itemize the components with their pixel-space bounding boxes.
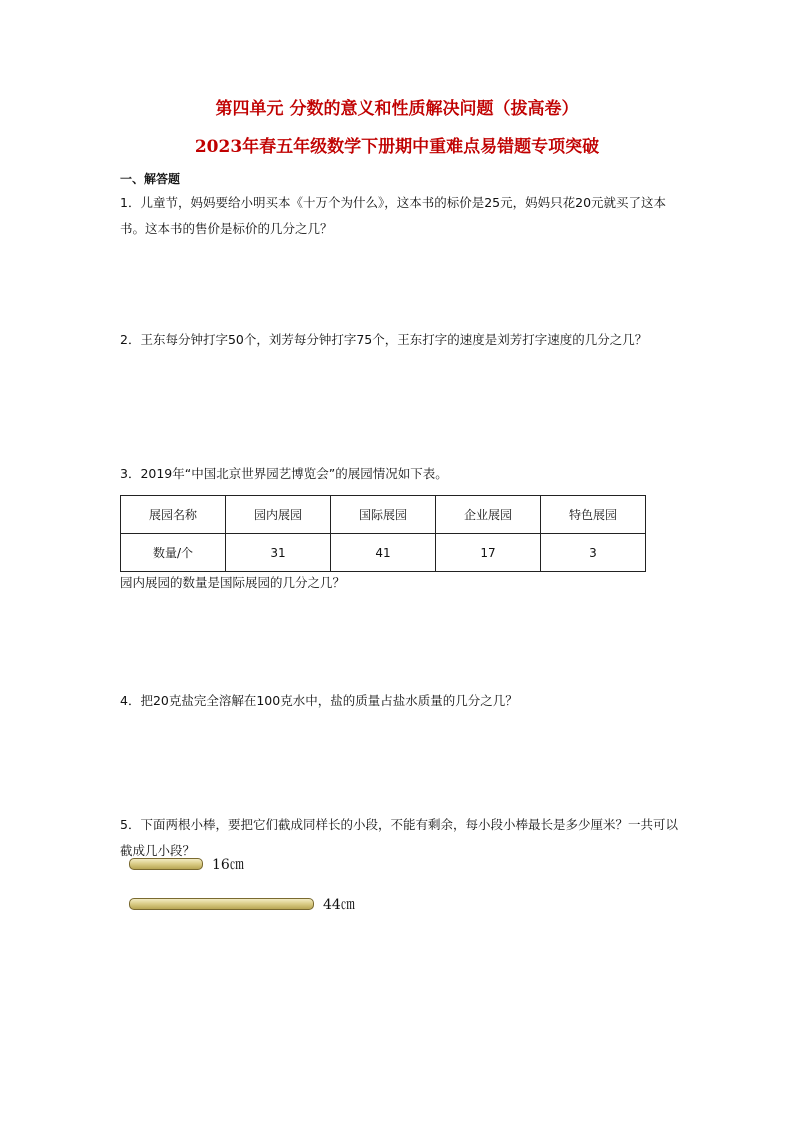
page-subtitle: 2023年春五年级数学下册期中重难点易错题专项突破 [194,137,600,157]
question-3: 3．2019年“中国北京世界园艺博览会”的展园情况如下表。 [120,466,448,481]
table-header-row [121,496,646,534]
table-cell: 园内展园 [226,496,331,534]
table-cell: 17 [436,534,541,572]
table-cell: 41 [331,534,436,572]
question-1: 1．儿童节，妈妈要给小明买本《十万个为什么》，这本书的标价是25元，妈妈只花20元就买了这本书。这本书的售价是标价的几分之几？ [120,195,667,236]
table-cell: 31 [226,534,331,572]
question-5: 5．下面两根小棒，要把它们截成同样长的小段，不能有剩余，每小段小棒最长是多少厘米？一共可以截成几小段？ [120,817,678,858]
question-2: 2．王东每分钟打字50个，刘芳每分钟打字75个，王东打字的速度是刘芳打字速度的几分之几？ [120,332,648,347]
table-cell: 3 [541,534,646,572]
table-cell: 数量/个 [121,534,226,572]
table-row [121,534,646,572]
stick-44cm [129,898,314,910]
page-title: 第四单元 分数的意义和性质解决问题（拔高卷） [215,99,579,119]
table-cell: 展园名称 [121,496,226,534]
question-4: 4．把20克盐完全溶解在100克水中，盐的质量占盐水质量的几分之几？ [120,693,518,708]
stick-2-label: 44㎝ [323,897,355,913]
section-heading: 一、解答题 [120,172,181,186]
table-cell: 特色展园 [541,496,646,534]
question-3-followup: 园内展园的数量是国际展园的几分之几？ [120,575,346,590]
table-cell: 企业展园 [436,496,541,534]
stick-16cm [129,858,203,870]
table-cell: 国际展园 [331,496,436,534]
exhibition-table [120,495,646,572]
stick-1-label: 16㎝ [212,857,244,873]
